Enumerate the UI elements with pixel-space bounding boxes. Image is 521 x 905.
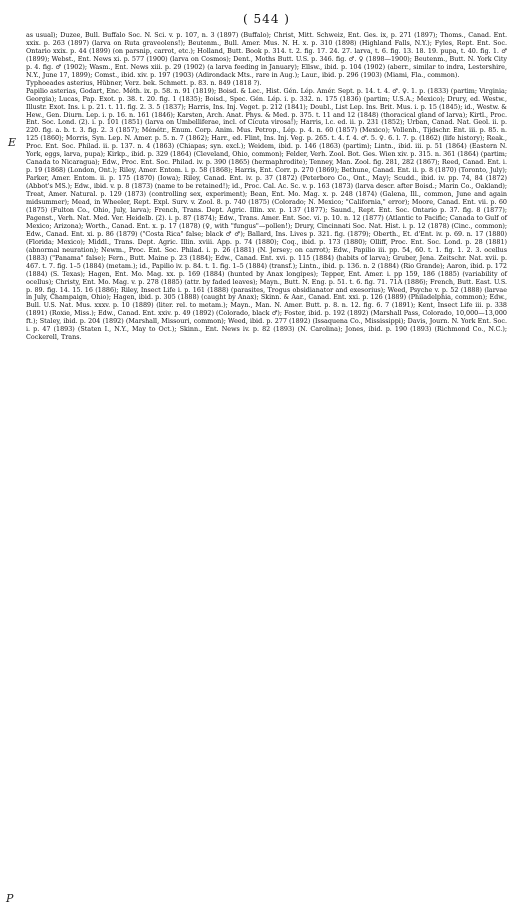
paragraph-typhoeades-asterius: Typhoeades asterius, Hübner, Verz. bek. Schmett. p. 83. n. 849 (1818 ?). (26, 78, 262, 87)
paragraph-papilio-continuation: as usual); Duzee, Bull. Buffalo Soc. N. Sci. v. p. 107, n. 3 (1897) (Buffalo); Christ, Mitt. Schweiz, Ent. Ges. ix, p. 271 (1897); Thoms., Canad. Ent. xxix. p. 263 (1897) (larva on Ruta graveolens!); Beutenm., Bull. Amer. Mus. N. H. x. p. 310 (1898) (Highland Falls, N.Y.); Fyles, Rept. Ent. Soc. Ontario xxix. p. 44 (1899) (on parsnip, carrot, etc.); Holland, Butt. Book p. 314. t. 2. fig. 17. 24. 27. larva, t. 6. fig. 13. 18. 19. pupa, t. 40. fig. 1. ♂ (1899); Webst., Ent. News xi. p. 577 (1900) (larva on Cosmos); Dent., Moths Butt. U.S. p. 346. fig. ♂. ♀ (1898—1900); Beutenm., Butt. N. York City p. 4. fig. ♂ (1902); Wasm., Ent. News xiii. p. 29 (1902) (a larva feeding in January); Ellsw., ibid. p. 104 (1902) (aberr., similar to indra, Lestershire, N.Y., June 17, 1899); Comst., ibid. xiv. p. 197 (1903) (Adirondack Mts., rare in Aug.); Laur., ibid. p. 296 (1903) (Miami, Fla., common). (26, 31, 507, 79)
margin-annotation-e: E (8, 136, 17, 149)
page-body (26, 32, 507, 342)
paragraph-papilio-asterias: Papilio asterias, Godart, Enc. Méth. ix. p. 58. n. 91 (1819); Boisd. & Lec., Hist. Gén. Lép. Amér. Sept. p. 14. t. 4. ♂. ♀. 1. p. (1833) (partim; Virginia; Georgia); Lucas, Pap. Exot. p. 38. t. 20. fig. 1 (1835); Boisd., Spec. Gén. Lép. i. p. 332. n. 175 (1836) (partim; U.S.A.; Mexico); Drury, ed. Westw., Illustr. Exot. Ins. i. p. 21. t. 11. fig. 2. 3. 5 (1837); Harris, Ins. Inj. Veget. p. 212 (1841); Doubl., List Lep. Ins. Brit. Mus. i. p. 15 (1845); id., Westw. & Hew., Gen. Diurn. Lep. i. p. 16. n. 161 (1846); Karsten, Arch. Anat. Phys. & Med. p. 375. t. 11 and 12 (1848) (thoracical gland of larva); Kirtl., Proc. Ent. Soc. Lond. (2). i. p. 101 (1851) (larva on Umbelliferae, incl. of Cicuta virosa!); Harris, l.c. ed. ii. p. 231 (1852); Urban, Canad. Nat. Geol. ii. p. 220. fig. a. b. t. 3. fig. 2. 3 (1857); Ménétr., Enum. Corp. Anim. Mus. Petrop., Lép. p. 4. n. 60 (1857) (Mexico); Vollenh., Tijdschr. Ent. iii. p. 85. n. 125 (1860); Morris, Syn. Lep. N. Amer. p. 5. n. 7 (1862); Harr., ed. Flint, Ins. Inj. Veg. p. 265. t. 4. f. 4. ♂. 5. ♀. 6. l. 7. p. (1862) (life history); Reak., Proc. Ent. Soc. Philad. ii. p. 137. n. 4 (1863) (Chiapas; syn. excl.); Weidem, ibid. p. 146 (1863) (partim); Lintn., ibid. iii. p. 51 (1864) (Eastern N. York, eggs, larva, pupa); Kirkp., ibid. p. 329 (1864) (Cleveland, Ohio, common); Felder, Verh. Zool. Bot. Ges. Wien xiv. p. 315. n. 361 (1864) (partim; Canada to Nicaragua); Edw., Proc. Ent. Soc. Philad. iv. p. 390 (1865) (hermaphrodite); Tenney, Man. Zool. fig. 281, 282 (1867); Reed, Canad. Ent. i. p. 19 (1868) (London, Ont.); Riley, Amer. Entom. i. p. 58 (1868); Harris, Ent. Corr. p. 270 (1869); Bethune, Canad. Ent. ii. p. 8 (1870) (Toronto, July); Parker, Amer. Entom. ii. p. 175 (1870) (Iowa); Riley, Canad. Ent. iv. p. 37 (1872) (Peterboro Co., Ont., May); Scudd., ibid. iv. pp. 74, 84 (1872) (Abbot's MS.); Edw., ibid. v. p. 8 (1873) (name to be retained!); id., Proc. Cal. Ac. Sc. v. p. 163 (1873) (larva descr. after Boisd.; Marin Co., Oakland); Treat, Amer. Natural. p. 129 (1873) (controlling sex, experiment); Bean, Ent. Mo. Mag. x. p. 248 (1874) (Galena, Ill., common, June and again midsummer); Mead, in Wheeler, Rept. Expl. Surv. v. Zool. 8. p. 740 (1875) (Colorado; N. Mexico; "California," error); Moore, Canad. Ent. vii. p. 60 (1875) (Fulton Co., Ohio, July, larva); French, Trans. Dept. Agric. Illin. xv. p. 137 (1877); Saund., Rept. Ent. Soc. Ontario p. 37. fig. 8 (1877); Pagenst., Verh. Nat. Med. Ver. Heidelb. (2). i. p. 87 (1874); Edw., Trans. Amer. Ent. Soc. vi. p. 10. n. 12 (1877) (Atlantic to Pacific; Canada to Gulf of Mexico; Arizona); Worth., Canad. Ent. x. p. 17 (1878) (♀, with "fungus"—pollen!); Drury, Cincinnati Soc. Nat. Hist. i. p. 12 (1878) (Cinc., common); Edw., Canad. Ent. xi. p. 86 (1879) ("Costa Rica" false; black ♂ ♂); Ballard, Ins. Lives p. 321. fig. (1879); Oberth., Et. d'Ent. iv. p. 69. n. 17 (1880) (Florida; Mexico); Middl., Trans. Dept. Agric. Illin. xviii. App. p. 74 (1880); Coq., ibid. p. 173 (1880); Olliff, Proc. Ent. Soc. Lond. p. 28 (1881) (abnormal neuration); Newm., Proc. Ent. Soc. Philad. i. p. 26 (1881) (N. Jersey; on carrot); Edw., Papilio iii. pp. 54, 60. t. 1. fig. 1. 2. 3. ocellus (1883) ("Panama" false); Fern., Butt. Maine p. 23 (1884); Edw., Canad. Ent. xvi. p. 115 (1884) (habits of larva); Gruber, Jena. Zeitschr. Nat. xvii. p. 467. t. 7. fig. 1–5 (1884) (metam.); id., Papilio iv. p. 84. t. 1. fig. 1–5 (1884) (transf.); Lintn., ibid. p. 136. n. 2 (1884) (Rio Grande); Aaron, ibid. p. 172 (1884) (S. Texas); Hagen, Ent. Mo. Mag. xx. p. 169 (1884) (hunted by Anax longipes); Tepper, Ent. Amer. i. pp 159, 186 (1885) (variability of ocellus); Christy, Ent. Mo. Mag. v. p. 278 (1885) (attr. by faded leaves); Mayn., Butt. N. Eng. p. 51. t. 6. fig. 71. 71A (1886); French, Butt. East. U.S. p. 89. fig. 14. 15. 16 (1886); Riley, Insect Life i. p. 161 (1888) (parasites, Trogus obsidianator and exesorius); Weed, Psyche v. p. 52 (1888) (larvae in July, Champaign, Ohio); Hagen, ibid. p. 305 (1888) (caught by Anax); Skinn. & Aar., Canad. Ent. xxi. p. 126 (1889) (Philadelphia, common); Edw., Bull. U.S. Nat. Mus. xxxv. p. 10 (1889) (liter. rel. to metam.); Mayn., Man. N. Amer. Butt. p. 8. n. 12. fig. 6. 7 (1891); Kent, Insect Life iii. p. 338 (1891) (Roxie, Miss.); Edw., Canad. Ent. xxiv. p. 49 (1892) (Colorado, black ♂); Foster, ibid. p. 192 (1892) (Marshall Pass, Colorado, 10,000—13,000 ft.); Staley, ibid. p. 204 (1892) (Marshall, Missouri, common); Weed, ibid. p. 277 (1892) (Issaquena Co., Mississippi); Davis, Journ. N. York Ent. Soc. i. p. 47 (1893) (Staten I., N.Y., May to Oct.); Skinn., Ent. News iv. p. 82 (1893) (N. Carolina); Jones, ibid. p. 190 (1893) (Richmond Co., N.C.); Cockerell, Trans. (26, 86, 507, 342)
margin-annotation-p: P (6, 892, 14, 905)
page-number: ( 544 ) (243, 12, 290, 26)
